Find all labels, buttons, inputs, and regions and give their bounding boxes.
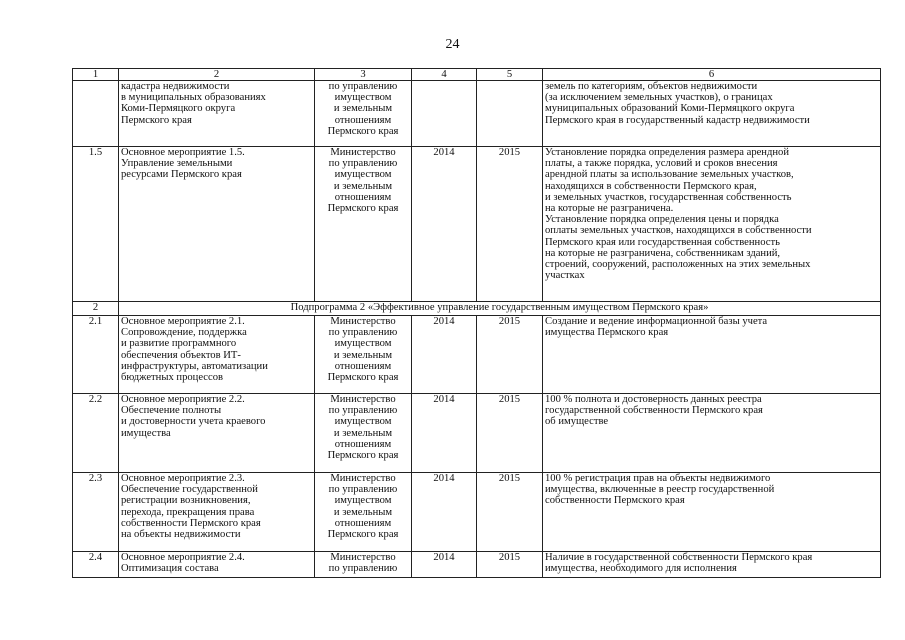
table-row — [73, 552, 881, 578]
table-row — [73, 316, 881, 394]
row-number — [73, 81, 119, 147]
table-row — [73, 473, 881, 552]
responsible-executor: Министерство по управлению имуществом и земельным отношениям Пермского края — [315, 394, 412, 473]
end-year: 2015 — [477, 552, 543, 578]
responsible-executor: Министерство по управлению имуществом и земельным отношениям Пермского края — [315, 473, 412, 552]
page-number: 24 — [445, 37, 460, 52]
expected-result: Установление порядка определения размера арендной платы, а также порядка, условий и сроков внесения арендной платы за использование земельных участков, находящихся в собственности Пермского края, и земельных участков, государственная собственность на которые не разграничена. Установление порядка определения цены и порядка оплаты земельных участков, находящихся в собственности Пермского края или государственная собственность на которые не разграничена, собственникам зданий, строений, сооружений, расположенных на этих земельных участках — [543, 147, 881, 302]
column-header: 5 — [477, 69, 543, 81]
table-row — [73, 81, 881, 147]
start-year: 2014 — [412, 316, 477, 394]
start-year: 2014 — [412, 394, 477, 473]
row-number: 1.5 — [73, 147, 119, 302]
end-year: 2015 — [477, 473, 543, 552]
table-row — [73, 147, 881, 302]
subprogram-row — [73, 302, 881, 316]
activity-name: Основное мероприятие 2.1. Сопровождение, поддержка и развитие программного обеспечения объектов ИТ- инфраструктуры, автоматизации бюджетных процессов — [119, 316, 315, 394]
start-year — [412, 81, 477, 147]
table-row — [73, 394, 881, 473]
subprogram-number: 2 — [73, 302, 119, 316]
end-year: 2015 — [477, 394, 543, 473]
column-header: 3 — [315, 69, 412, 81]
start-year: 2014 — [412, 552, 477, 578]
table-header-row — [73, 69, 881, 81]
responsible-executor: по управлению имуществом и земельным отношениям Пермского края — [315, 81, 412, 147]
column-header: 4 — [412, 69, 477, 81]
activity-name: Основное мероприятие 2.2. Обеспечение полноты и достоверности учета краевого имущества — [119, 394, 315, 473]
activity-name: Основное мероприятие 2.3. Обеспечение государственной регистрации возникновения, перехода, прекращения права собственности Пермского края на объекты недвижимости — [119, 473, 315, 552]
activity-name: Основное мероприятие 1.5. Управление земельными ресурсами Пермского края — [119, 147, 315, 302]
responsible-executor: Министерство по управлению имуществом и земельным отношениям Пермского края — [315, 316, 412, 394]
expected-result: земель по категориям, объектов недвижимости (за исключением земельных участков), о границах муниципальных образований Коми-Пермяцкого округа Пермского края в государственный кадастр недвижимости — [543, 81, 881, 147]
column-header: 2 — [119, 69, 315, 81]
responsible-executor: Министерство по управлению — [315, 552, 412, 578]
end-year: 2015 — [477, 316, 543, 394]
end-year — [477, 81, 543, 147]
activity-name: кадастра недвижимости в муниципальных образованиях Коми-Пермяцкого округа Пермского края — [119, 81, 315, 147]
row-number: 2.3 — [73, 473, 119, 552]
start-year: 2014 — [412, 147, 477, 302]
column-header: 6 — [543, 69, 881, 81]
end-year: 2015 — [477, 147, 543, 302]
responsible-executor: Министерство по управлению имуществом и земельным отношениям Пермского края — [315, 147, 412, 302]
start-year: 2014 — [412, 473, 477, 552]
expected-result: Создание и ведение информационной базы учета имущества Пермского края — [543, 316, 881, 394]
program-table — [72, 68, 881, 578]
row-number: 2.1 — [73, 316, 119, 394]
expected-result: Наличие в государственной собственности Пермского края имущества, необходимого для исполнения — [543, 552, 881, 578]
column-header: 1 — [73, 69, 119, 81]
row-number: 2.4 — [73, 552, 119, 578]
row-number: 2.2 — [73, 394, 119, 473]
activity-name: Основное мероприятие 2.4. Оптимизация состава — [119, 552, 315, 578]
expected-result: 100 % полнота и достоверность данных реестра государственной собственности Пермского края об имуществе — [543, 394, 881, 473]
expected-result: 100 % регистрация прав на объекты недвижимого имущества, включенные в реестр государственной собственности Пермского края — [543, 473, 881, 552]
subprogram-title: Подпрограмма 2 «Эффективное управление государственным имуществом Пермского края» — [119, 302, 881, 316]
